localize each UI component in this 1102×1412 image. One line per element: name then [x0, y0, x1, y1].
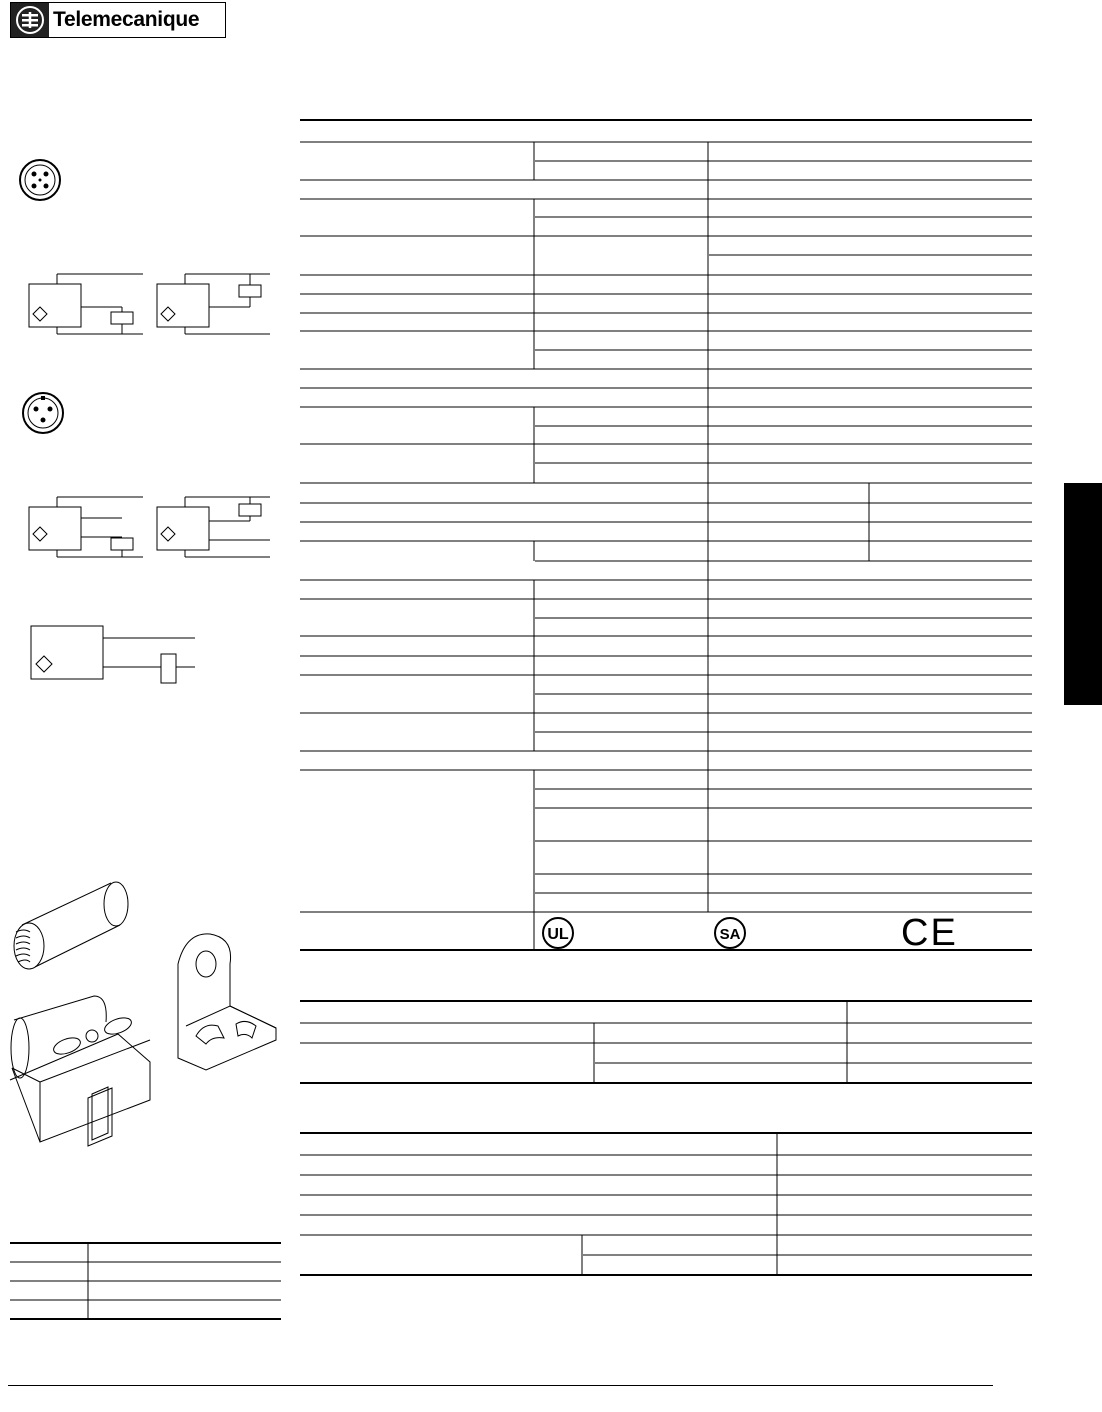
svg-text:UL: UL [547, 926, 569, 943]
rectangular-sensor-drawing [10, 996, 150, 1146]
connector-3-pin-icon [23, 393, 63, 433]
cylindrical-sensor-drawing [14, 882, 128, 969]
mounting-bracket-drawing [178, 934, 276, 1070]
ce-mark-icon [901, 912, 958, 954]
wiring-diagram-2wire [31, 626, 195, 683]
wiring-diagram-3pin-a [29, 497, 143, 557]
telemecanique-logo-icon [11, 3, 49, 37]
svg-text:SA: SA [719, 926, 741, 943]
footer-rule [8, 1385, 993, 1386]
brand-logo [10, 2, 226, 38]
section-tab [1064, 483, 1102, 705]
csa-certified-icon [715, 918, 745, 948]
svg-text:CE: CE [901, 912, 958, 954]
small-reference-table [10, 1243, 281, 1319]
wiring-diagram-4pin-b [157, 274, 270, 334]
brand-name: Telemecanique [53, 8, 200, 31]
specifications-table [298, 115, 1034, 1280]
connector-4-pin-icon [20, 160, 60, 200]
left-illustrations [0, 120, 290, 1330]
wiring-diagram-4pin-a [29, 274, 143, 334]
wiring-diagram-3pin-b [157, 497, 270, 557]
ul-listed-icon [543, 918, 573, 948]
